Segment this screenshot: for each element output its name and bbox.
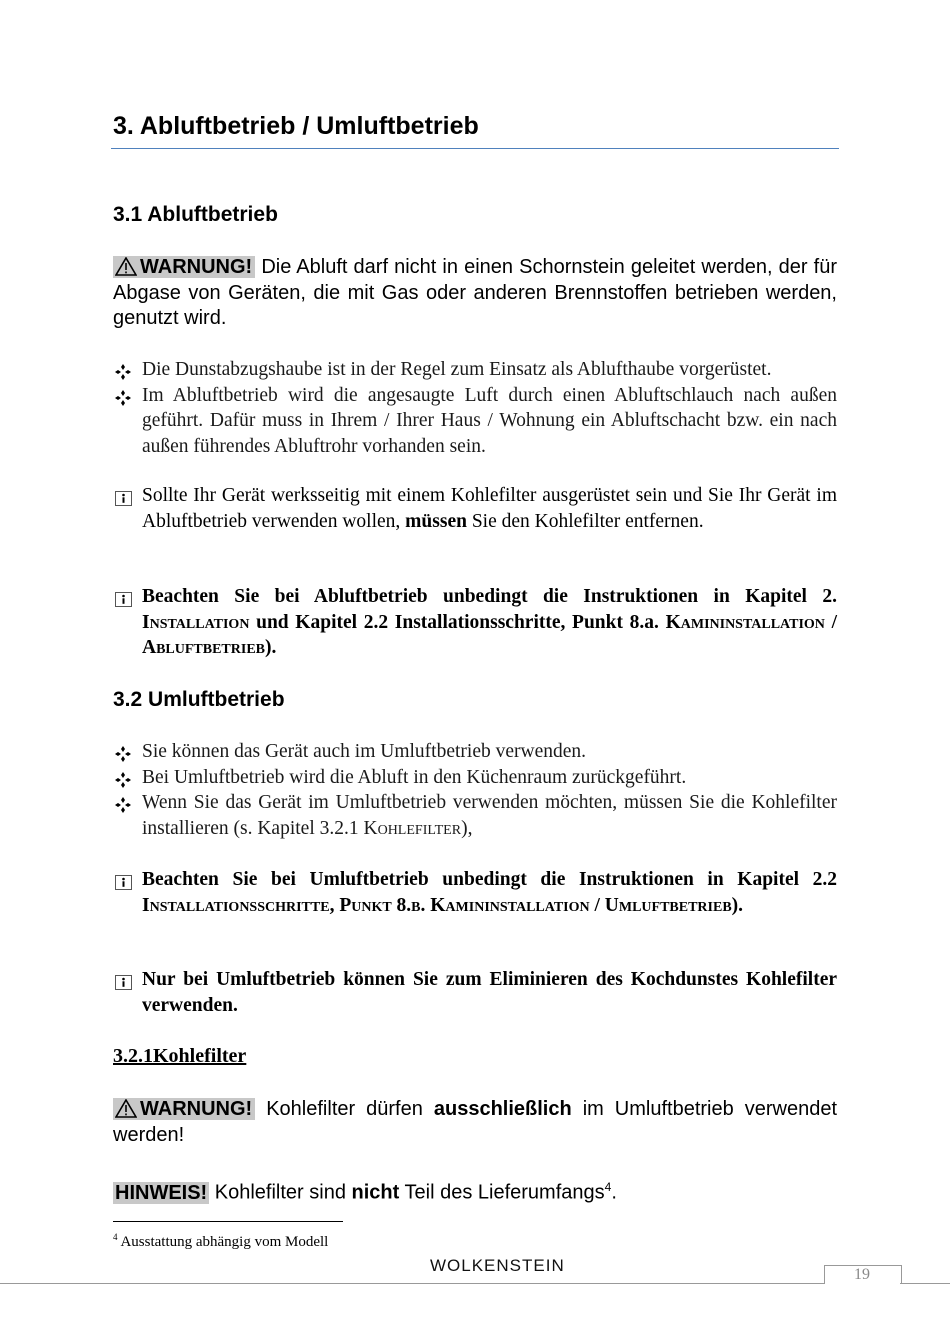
- section-heading-kohlefilter: 3.2.1Kohlefilter: [113, 1045, 247, 1067]
- info-note-abluft-kapitel: Beachten Sie bei Abluftbetrieb unbedingt die Instruktionen in Kapitel 2. Installation und Kapitel 2.2 Installationsschritte, Punkt 8.a. Kamininstallation / Abluftbetrieb).: [113, 584, 837, 661]
- warning-tag: WARNUNG!: [113, 256, 255, 278]
- hint-tag: HINWEIS!: [115, 1181, 208, 1204]
- warning-icon: [115, 257, 137, 276]
- warning-abluft: WARNUNG! Die Abluft darf nicht in einen Schornstein geleitet werden, der für Abgase von Geräten, die mit Gas oder anderen Brennstoffen betrieben werden, genutzt wird.: [113, 256, 837, 329]
- list-item: Im Abluftbetrieb wird die angesaugte Luft durch einen Abluftschlauch nach außen geführt. Dafür muss in Ihrem / Ihrer Haus / Wohnung ein Abluftschacht bzw. ein nach außen führendes Abluftrohr vorhanden sein.: [113, 383, 837, 460]
- page-title: 3. Abluftbetrieb / Umluftbetrieb: [113, 112, 479, 140]
- footnote: $^4$ Ausstattung abhängig vom Modell: [113, 1232, 329, 1250]
- info-icon: [115, 488, 132, 514]
- umluft-bullet-list: [113, 739, 837, 841]
- list-item: Bei Umluftbetrieb wird die Abluft in den Küchenraum zurückgeführt.: [113, 765, 837, 791]
- list-item: Wenn Sie das Gerät im Umluftbetrieb verwenden möchten, müssen Sie die Kohlefilter installieren (s. Kapitel 3.2.1 Kohlefilter),: [113, 790, 837, 841]
- section-heading-umluft: 3.2 Umluftbetrieb: [113, 688, 285, 711]
- warning-kohlefilter: WARNUNG! Kohlefilter dürfen ausschließlich im Umluftbetrieb verwendet werden!: [113, 1098, 838, 1146]
- section-heading-abluft: 3.1 Abluftbetrieb: [113, 203, 278, 226]
- list-item: Die Dunstabzugshaube ist in der Regel zum Einsatz als Ablufthaube vorgerüstet.: [113, 357, 837, 383]
- diamond-bullet-icon: [115, 388, 131, 414]
- footer-line: [900, 1283, 950, 1284]
- footnote-divider: [113, 1221, 343, 1222]
- info-icon: [115, 872, 132, 898]
- footer-line: [0, 1283, 824, 1284]
- list-item: Sie können das Gerät auch im Umluftbetrieb verwenden.: [113, 739, 837, 765]
- diamond-bullet-icon: [115, 795, 131, 821]
- info-note-kohlefilter: Sollte Ihr Gerät werksseitig mit einem Kohlefilter ausgerüstet sein und Sie Ihr Gerät im Abluftbetrieb verwenden wollen, müssen Sie den Kohlefilter entfernen.: [113, 483, 837, 534]
- warning-icon: [115, 1099, 137, 1118]
- info-note-kohlefilter-umluft: Nur bei Umluftbetrieb können Sie zum Eliminieren des Kochdunstes Kohlefilter verwenden.: [113, 967, 837, 1018]
- brand-logo: WOLKENSTEIN: [430, 1256, 565, 1275]
- hint-kohlefilter: HINWEIS! Kohlefilter sind nicht Teil des Lieferumfangs$^4$.: [115, 1180, 617, 1204]
- warning-tag: WARNUNG!: [113, 1098, 255, 1120]
- info-icon: [115, 972, 132, 998]
- info-icon: [115, 589, 132, 615]
- abluft-bullet-list: [113, 357, 837, 459]
- title-divider: [111, 148, 839, 149]
- info-note-umluft-kapitel: Beachten Sie bei Umluftbetrieb unbedingt die Instruktionen in Kapitel 2.2 Installationsschritte, Punkt 8.b. Kamininstallation / Umluftbetrieb).: [113, 867, 837, 918]
- page-number: 19: [854, 1266, 870, 1283]
